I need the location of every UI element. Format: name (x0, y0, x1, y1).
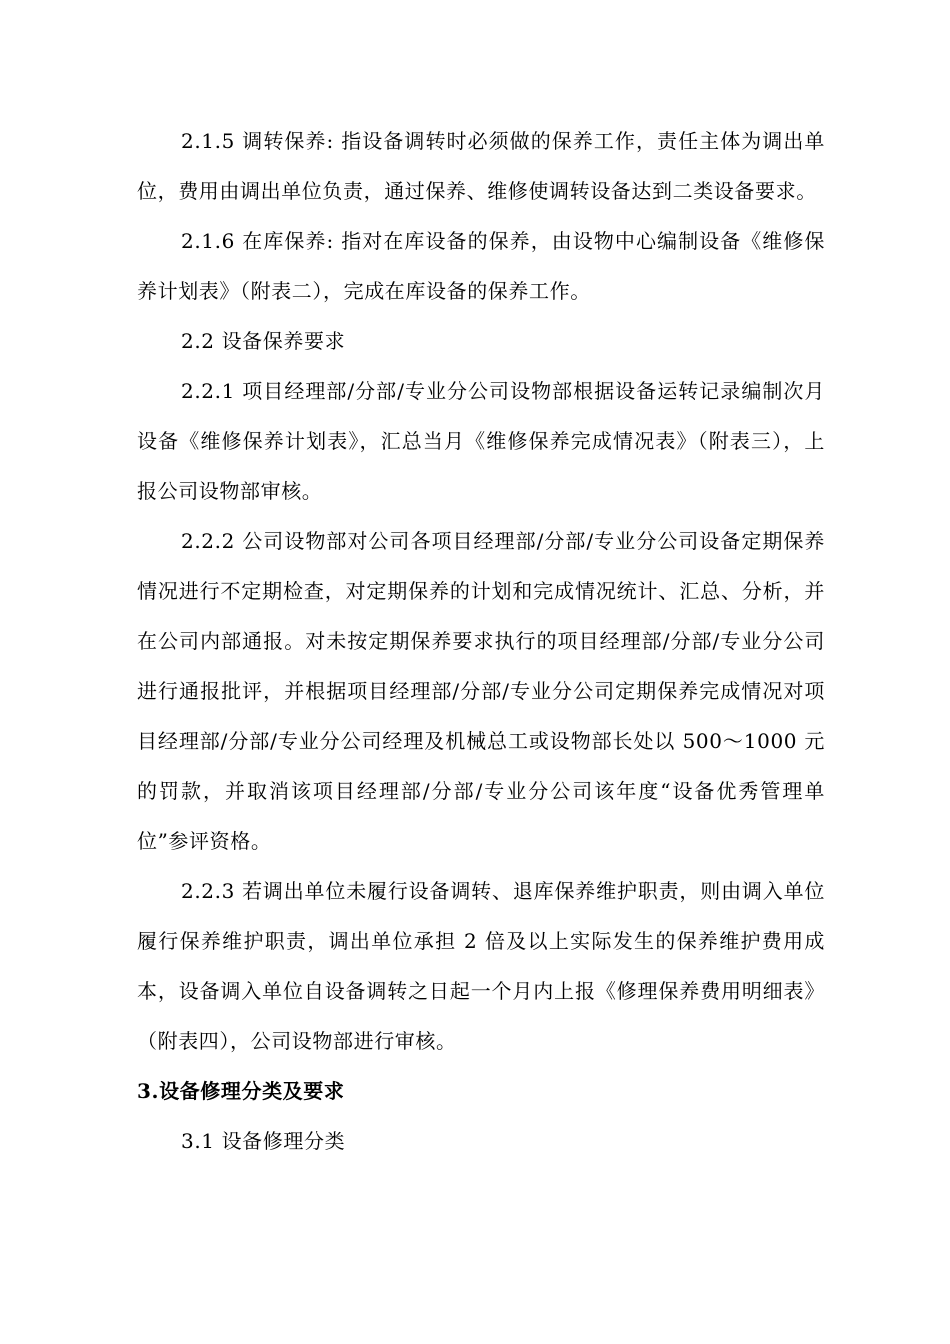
section-heading-3: 3.设备修理分类及要求 (137, 1079, 345, 1103)
paragraph-2-1-6: 2.1.6 在库保养: 指对在库设备的保养，由设物中心编制设备《维修保养计划表》（附表二），完成在库设备的保养工作。 (137, 229, 825, 303)
paragraph-2-1-5: 2.1.5 调转保养: 指设备调转时必须做的保养工作，责任主体为调出单位，费用由调出单位负责，通过保养、维修使调转设备达到二类设备要求。 (137, 129, 825, 203)
document-page (137, 116, 825, 1166)
section-heading-2-2: 2.2 设备保养要求 (181, 329, 346, 353)
paragraph-2-2-3: 2.2.3 若调出单位未履行设备调转、退库保养维护职责，则由调入单位履行保养维护职责，调出单位承担 2 倍及以上实际发生的保养维护费用成本，设备调入单位自设备调转之日起一个月内上报《修理保养费用明细表》（附表四），公司设物部进行审核。 (137, 879, 825, 1053)
section-heading-3-1: 3.1 设备修理分类 (181, 1129, 346, 1153)
paragraph-2-2-2: 2.2.2 公司设物部对公司各项目经理部/分部/专业分公司设备定期保养情况进行不定期检查，对定期保养的计划和完成情况统计、汇总、分析，并在公司内部通报。对未按定期保养要求执行的项目经理部/分部/专业分公司进行通报批评，并根据项目经理部/分部/专业分公司定期保养完成情况对项目经理部/分部/专业分公司经理及机械总工或设物部长处以 500～1000 元的罚款，并取消该项目经理部/分部/专业分公司该年度“设备优秀管理单位”参评资格。 (137, 529, 825, 853)
paragraph-2-2-1: 2.2.1 项目经理部/分部/专业分公司设物部根据设备运转记录编制次月设备《维修保养计划表》，汇总当月《维修保养完成情况表》（附表三），上报公司设物部审核。 (137, 379, 825, 503)
